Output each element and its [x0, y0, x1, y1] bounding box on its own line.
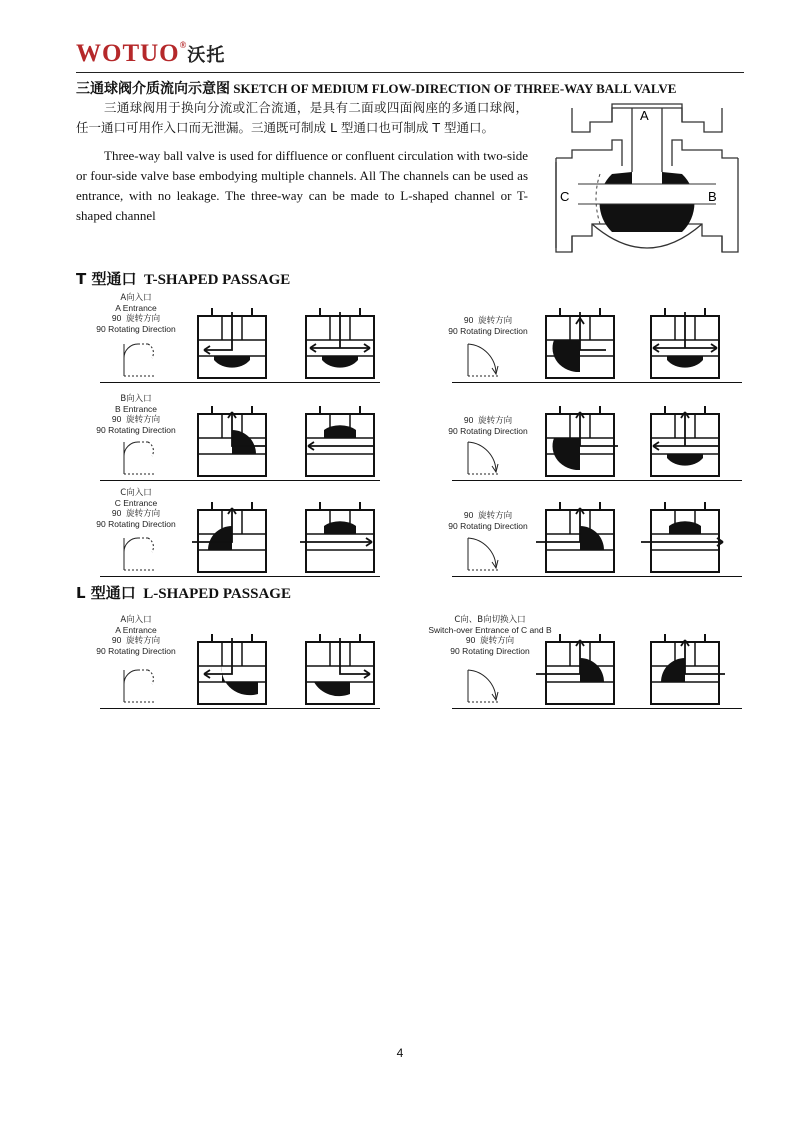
rotation-arc-icon [462, 532, 502, 572]
t-row2-left-baseline [100, 480, 380, 481]
page-title-en: SKETCH OF MEDIUM FLOW-DIRECTION OF THREE-WAY BALL VALVE [233, 81, 677, 96]
brand-chinese: 沃托 [187, 45, 226, 66]
valve-flow-diagram [300, 408, 380, 480]
valve-flow-diagram [645, 408, 725, 480]
t-row3-rot-en: 90 Rotating Direction [96, 519, 176, 529]
valve-flow-diagram [300, 636, 380, 708]
t-row2r-rot-cn: 旋转方向 [478, 416, 513, 426]
main-diagram-label-a: A [640, 108, 649, 123]
t-row3r-rot-num: 90 [463, 510, 474, 520]
t-row2r-rot-num: 90 [463, 415, 474, 425]
main-diagram-label-c: C [560, 189, 570, 204]
page-title-cn: 三通球阀介质流向示意图 [76, 81, 230, 97]
l-left-entrance-en: A Entrance [115, 625, 157, 635]
l-passage-heading-cn: L 型通口 [76, 584, 136, 602]
l-passage-heading-en: L-SHAPED PASSAGE [143, 586, 291, 602]
main-diagram-label-b: B [708, 189, 717, 204]
t-row1-left-baseline [100, 382, 380, 383]
t-row3-right-caption [440, 510, 536, 531]
t-row3-caption [88, 488, 184, 529]
t-row3-rot-num: 90 [111, 508, 122, 518]
t-row2-entrance-cn: B向入口 [120, 394, 152, 404]
l-left-rot-cn: 旋转方向 [126, 636, 161, 646]
t-row2-rot-cn: 旋转方向 [126, 415, 161, 425]
l-left-rot-en: 90 Rotating Direction [96, 646, 176, 656]
l-left-entrance-cn: A向入口 [120, 615, 152, 625]
t-row3-rot-cn: 旋转方向 [126, 509, 161, 519]
valve-flow-diagram [540, 504, 620, 576]
valve-flow-diagram [645, 310, 725, 382]
t-row1-rot-num: 90 [111, 313, 122, 323]
intro-en: Three-way ball valve is used for diffluence or confluent circulation with two-side or four-side valve base embodying multiple channels. All The channels can be used as entrance, with no leakage. The three-way can be made to L-shaped channel or T-shaped channel [76, 148, 528, 223]
valve-flow-diagram [300, 504, 380, 576]
t-row2-entrance-en: B Entrance [114, 404, 158, 414]
t-row3r-rot-en: 90 Rotating Direction [448, 521, 528, 531]
intro-text [76, 98, 528, 226]
t-row3-entrance-cn: C向入口 [120, 488, 152, 498]
valve-flow-diagram [300, 310, 380, 382]
rotation-arc-icon [118, 436, 158, 476]
brand-registered-mark: ® [179, 40, 188, 50]
valve-flow-diagram [540, 310, 620, 382]
l-right-baseline [452, 708, 742, 709]
rotation-arc-icon [118, 338, 158, 378]
rotation-arc-icon [118, 532, 158, 572]
t-row2r-rot-en: 90 Rotating Direction [448, 426, 528, 436]
l-right-entrance-cn: C向、B向切换入口 [454, 615, 526, 625]
t-row3-entrance-en: C Entrance [114, 498, 158, 508]
l-right-entrance-en: Switch-over Entrance of C and B [428, 625, 552, 635]
t-row2-rot-en: 90 Rotating Direction [96, 425, 176, 435]
l-right-rot-num: 90 [465, 635, 476, 645]
t-row1-rot-en: 90 Rotating Direction [96, 324, 176, 334]
t-row3-right-baseline [452, 576, 742, 577]
valve-flow-diagram [192, 504, 272, 576]
t-row1r-rot-en: 90 Rotating Direction [448, 326, 528, 336]
l-right-rot-cn: 旋转方向 [480, 636, 515, 646]
rotation-arc-icon [118, 664, 158, 704]
t-row1-entrance-cn: A向入口 [120, 293, 152, 303]
t-row1-rot-cn: 旋转方向 [126, 314, 161, 324]
page-number: 4 [396, 1046, 404, 1060]
l-left-caption [88, 615, 184, 656]
header-rule [76, 72, 744, 73]
t-row1r-rot-cn: 旋转方向 [478, 316, 513, 326]
t-row2-right-baseline [452, 480, 742, 481]
t-row1-right-baseline [452, 382, 742, 383]
valve-flow-diagram [645, 636, 725, 708]
rotation-arc-icon [462, 338, 502, 378]
valve-flow-diagram [540, 636, 620, 708]
t-row1-caption [88, 293, 184, 334]
t-row2-rot-num: 90 [111, 414, 122, 424]
rotation-arc-icon [462, 436, 502, 476]
valve-flow-diagram [192, 310, 272, 382]
t-row1-right-caption [440, 315, 536, 336]
main-valve-diagram [552, 102, 742, 262]
valve-flow-diagram [540, 408, 620, 480]
l-right-rot-en: 90 Rotating Direction [450, 646, 530, 656]
t-row3r-rot-cn: 旋转方向 [478, 511, 513, 521]
t-row1r-rot-num: 90 [463, 315, 474, 325]
valve-flow-diagram [192, 408, 272, 480]
t-row1-entrance-en: A Entrance [115, 303, 157, 313]
valve-flow-diagram [645, 504, 725, 576]
t-row3-left-baseline [100, 576, 380, 577]
l-passage-heading [76, 582, 291, 603]
brand-logo [76, 40, 225, 68]
t-passage-heading-cn: T 型通口 [76, 270, 137, 288]
page-title [76, 78, 676, 98]
t-passage-heading-en: T-SHAPED PASSAGE [143, 272, 291, 288]
l-left-rot-num: 90 [111, 635, 122, 645]
brand-latin: WOTUO [76, 40, 180, 67]
intro-cn: 三通球阀用于换向分流或汇合流通，是具有二面或四面阀座的多通口球阀，任一通口可用作入口而无泄漏。三通既可制成 L 型通口也可制成 T 型通口。 [76, 100, 528, 135]
t-row2-caption [88, 394, 184, 435]
valve-flow-diagram [192, 636, 272, 708]
l-left-baseline [100, 708, 380, 709]
t-row2-right-caption [440, 415, 536, 436]
t-passage-heading [76, 268, 290, 289]
rotation-arc-icon [462, 664, 502, 704]
